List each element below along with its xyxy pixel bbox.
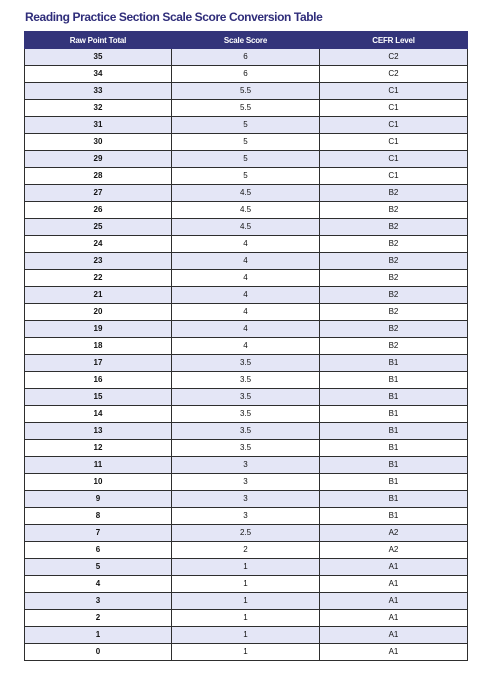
- cefr-level-cell: A2: [320, 542, 468, 559]
- scale-score-cell: 1: [172, 593, 320, 610]
- raw-point-total-cell: 34: [25, 66, 172, 83]
- raw-point-total-cell: 15: [25, 389, 172, 406]
- raw-point-total-cell: 26: [25, 202, 172, 219]
- table-row: [25, 457, 468, 474]
- cefr-level-cell: C1: [320, 134, 468, 151]
- table-row: [25, 338, 468, 355]
- table-row: [25, 134, 468, 151]
- cefr-level-cell: B1: [320, 474, 468, 491]
- cefr-level-cell: B2: [320, 270, 468, 287]
- scale-score-cell: 1: [172, 610, 320, 627]
- cefr-level-cell: C1: [320, 168, 468, 185]
- raw-point-total-cell: 17: [25, 355, 172, 372]
- table-row: [25, 474, 468, 491]
- raw-point-total-cell: 3: [25, 593, 172, 610]
- cefr-level-cell: B2: [320, 253, 468, 270]
- cefr-level-cell: C2: [320, 49, 468, 66]
- cefr-level-cell: C1: [320, 151, 468, 168]
- cefr-level-cell: A1: [320, 559, 468, 576]
- raw-point-total-cell: 32: [25, 100, 172, 117]
- cefr-level-cell: B2: [320, 219, 468, 236]
- cefr-level-cell: B2: [320, 202, 468, 219]
- table-row: [25, 644, 468, 661]
- cefr-level-cell: C1: [320, 100, 468, 117]
- cefr-level-cell: B1: [320, 457, 468, 474]
- scale-score-cell: 5.5: [172, 83, 320, 100]
- table-row: [25, 287, 468, 304]
- table-row: [25, 389, 468, 406]
- cefr-level-cell: A1: [320, 576, 468, 593]
- scale-score-cell: 3: [172, 457, 320, 474]
- cefr-level-cell: B1: [320, 508, 468, 525]
- table-row: [25, 508, 468, 525]
- scale-score-cell: 4: [172, 236, 320, 253]
- cefr-level-cell: A2: [320, 525, 468, 542]
- table-row: [25, 627, 468, 644]
- scale-score-cell: 1: [172, 644, 320, 661]
- table-row: [25, 610, 468, 627]
- scale-score-cell: 5.5: [172, 100, 320, 117]
- table-row: [25, 491, 468, 508]
- raw-point-total-cell: 28: [25, 168, 172, 185]
- cefr-level-cell: C1: [320, 83, 468, 100]
- table-row: [25, 304, 468, 321]
- raw-point-total-cell: 12: [25, 440, 172, 457]
- table-row: [25, 49, 468, 66]
- scale-score-cell: 5: [172, 134, 320, 151]
- scale-score-cell: 4.5: [172, 219, 320, 236]
- table-row: [25, 83, 468, 100]
- page-title: Reading Practice Section Scale Score Conversion Table: [25, 10, 323, 24]
- table-row: [25, 253, 468, 270]
- table-row: [25, 66, 468, 83]
- cefr-level-cell: B1: [320, 406, 468, 423]
- raw-point-total-cell: 24: [25, 236, 172, 253]
- raw-point-total-cell: 8: [25, 508, 172, 525]
- table-row: [25, 117, 468, 134]
- cefr-level-cell: A1: [320, 644, 468, 661]
- raw-point-total-cell: 18: [25, 338, 172, 355]
- cefr-level-cell: B2: [320, 185, 468, 202]
- raw-point-total-cell: 0: [25, 644, 172, 661]
- scale-score-cell: 2.5: [172, 525, 320, 542]
- cefr-level-cell: B1: [320, 491, 468, 508]
- raw-point-total-cell: 7: [25, 525, 172, 542]
- scale-score-cell: 4.5: [172, 202, 320, 219]
- table-body: [25, 49, 468, 661]
- scale-score-cell: 3: [172, 491, 320, 508]
- table-row: [25, 168, 468, 185]
- raw-point-total-cell: 14: [25, 406, 172, 423]
- column-header-raw-point-total: Raw Point Total: [25, 32, 172, 49]
- scale-score-cell: 1: [172, 559, 320, 576]
- scale-score-cell: 3: [172, 474, 320, 491]
- table-row: [25, 202, 468, 219]
- table-row: [25, 321, 468, 338]
- raw-point-total-cell: 11: [25, 457, 172, 474]
- table-row: [25, 219, 468, 236]
- table-row: [25, 372, 468, 389]
- cefr-level-cell: B1: [320, 440, 468, 457]
- table-row: [25, 525, 468, 542]
- table-row: [25, 236, 468, 253]
- scale-score-cell: 6: [172, 49, 320, 66]
- raw-point-total-cell: 29: [25, 151, 172, 168]
- scale-score-cell: 3.5: [172, 406, 320, 423]
- raw-point-total-cell: 9: [25, 491, 172, 508]
- scale-score-cell: 5: [172, 168, 320, 185]
- table-row: [25, 559, 468, 576]
- table-row: [25, 440, 468, 457]
- cefr-level-cell: C2: [320, 66, 468, 83]
- cefr-level-cell: B2: [320, 321, 468, 338]
- raw-point-total-cell: 21: [25, 287, 172, 304]
- scale-score-cell: 6: [172, 66, 320, 83]
- table-row: [25, 270, 468, 287]
- column-header-scale-score: Scale Score: [172, 32, 320, 49]
- scale-score-cell: 1: [172, 576, 320, 593]
- table-row: [25, 100, 468, 117]
- scale-score-cell: 5: [172, 117, 320, 134]
- raw-point-total-cell: 30: [25, 134, 172, 151]
- table-row: [25, 355, 468, 372]
- scale-score-cell: 5: [172, 151, 320, 168]
- cefr-level-cell: B1: [320, 372, 468, 389]
- cefr-level-cell: C1: [320, 117, 468, 134]
- raw-point-total-cell: 27: [25, 185, 172, 202]
- table-header-row: [25, 32, 468, 49]
- raw-point-total-cell: 6: [25, 542, 172, 559]
- raw-point-total-cell: 23: [25, 253, 172, 270]
- cefr-level-cell: B2: [320, 304, 468, 321]
- cefr-level-cell: B1: [320, 355, 468, 372]
- raw-point-total-cell: 5: [25, 559, 172, 576]
- table-row: [25, 542, 468, 559]
- cefr-level-cell: A1: [320, 593, 468, 610]
- scale-score-cell: 1: [172, 627, 320, 644]
- table-row: [25, 406, 468, 423]
- cefr-level-cell: A1: [320, 627, 468, 644]
- table-row: [25, 593, 468, 610]
- raw-point-total-cell: 33: [25, 83, 172, 100]
- scale-score-cell: 3.5: [172, 423, 320, 440]
- raw-point-total-cell: 20: [25, 304, 172, 321]
- raw-point-total-cell: 2: [25, 610, 172, 627]
- raw-point-total-cell: 22: [25, 270, 172, 287]
- table-row: [25, 151, 468, 168]
- raw-point-total-cell: 19: [25, 321, 172, 338]
- scale-score-cell: 4.5: [172, 185, 320, 202]
- scale-score-cell: 3.5: [172, 440, 320, 457]
- scale-score-cell: 3.5: [172, 372, 320, 389]
- raw-point-total-cell: 13: [25, 423, 172, 440]
- scale-score-cell: 3.5: [172, 355, 320, 372]
- raw-point-total-cell: 10: [25, 474, 172, 491]
- scale-score-cell: 3: [172, 508, 320, 525]
- column-header-cefr-level: CEFR Level: [320, 32, 468, 49]
- cefr-level-cell: B2: [320, 236, 468, 253]
- cefr-level-cell: B2: [320, 338, 468, 355]
- scale-score-cell: 4: [172, 270, 320, 287]
- raw-point-total-cell: 31: [25, 117, 172, 134]
- raw-point-total-cell: 4: [25, 576, 172, 593]
- cefr-level-cell: B1: [320, 423, 468, 440]
- scale-score-cell: 4: [172, 287, 320, 304]
- scale-score-cell: 2: [172, 542, 320, 559]
- scale-score-cell: 4: [172, 253, 320, 270]
- cefr-level-cell: A1: [320, 610, 468, 627]
- scale-score-cell: 4: [172, 304, 320, 321]
- raw-point-total-cell: 16: [25, 372, 172, 389]
- scale-score-cell: 4: [172, 321, 320, 338]
- scale-score-cell: 4: [172, 338, 320, 355]
- raw-point-total-cell: 25: [25, 219, 172, 236]
- table-row: [25, 576, 468, 593]
- cefr-level-cell: B2: [320, 287, 468, 304]
- raw-point-total-cell: 1: [25, 627, 172, 644]
- table-row: [25, 185, 468, 202]
- score-conversion-table: [24, 31, 468, 661]
- cefr-level-cell: B1: [320, 389, 468, 406]
- table-row: [25, 423, 468, 440]
- scale-score-cell: 3.5: [172, 389, 320, 406]
- raw-point-total-cell: 35: [25, 49, 172, 66]
